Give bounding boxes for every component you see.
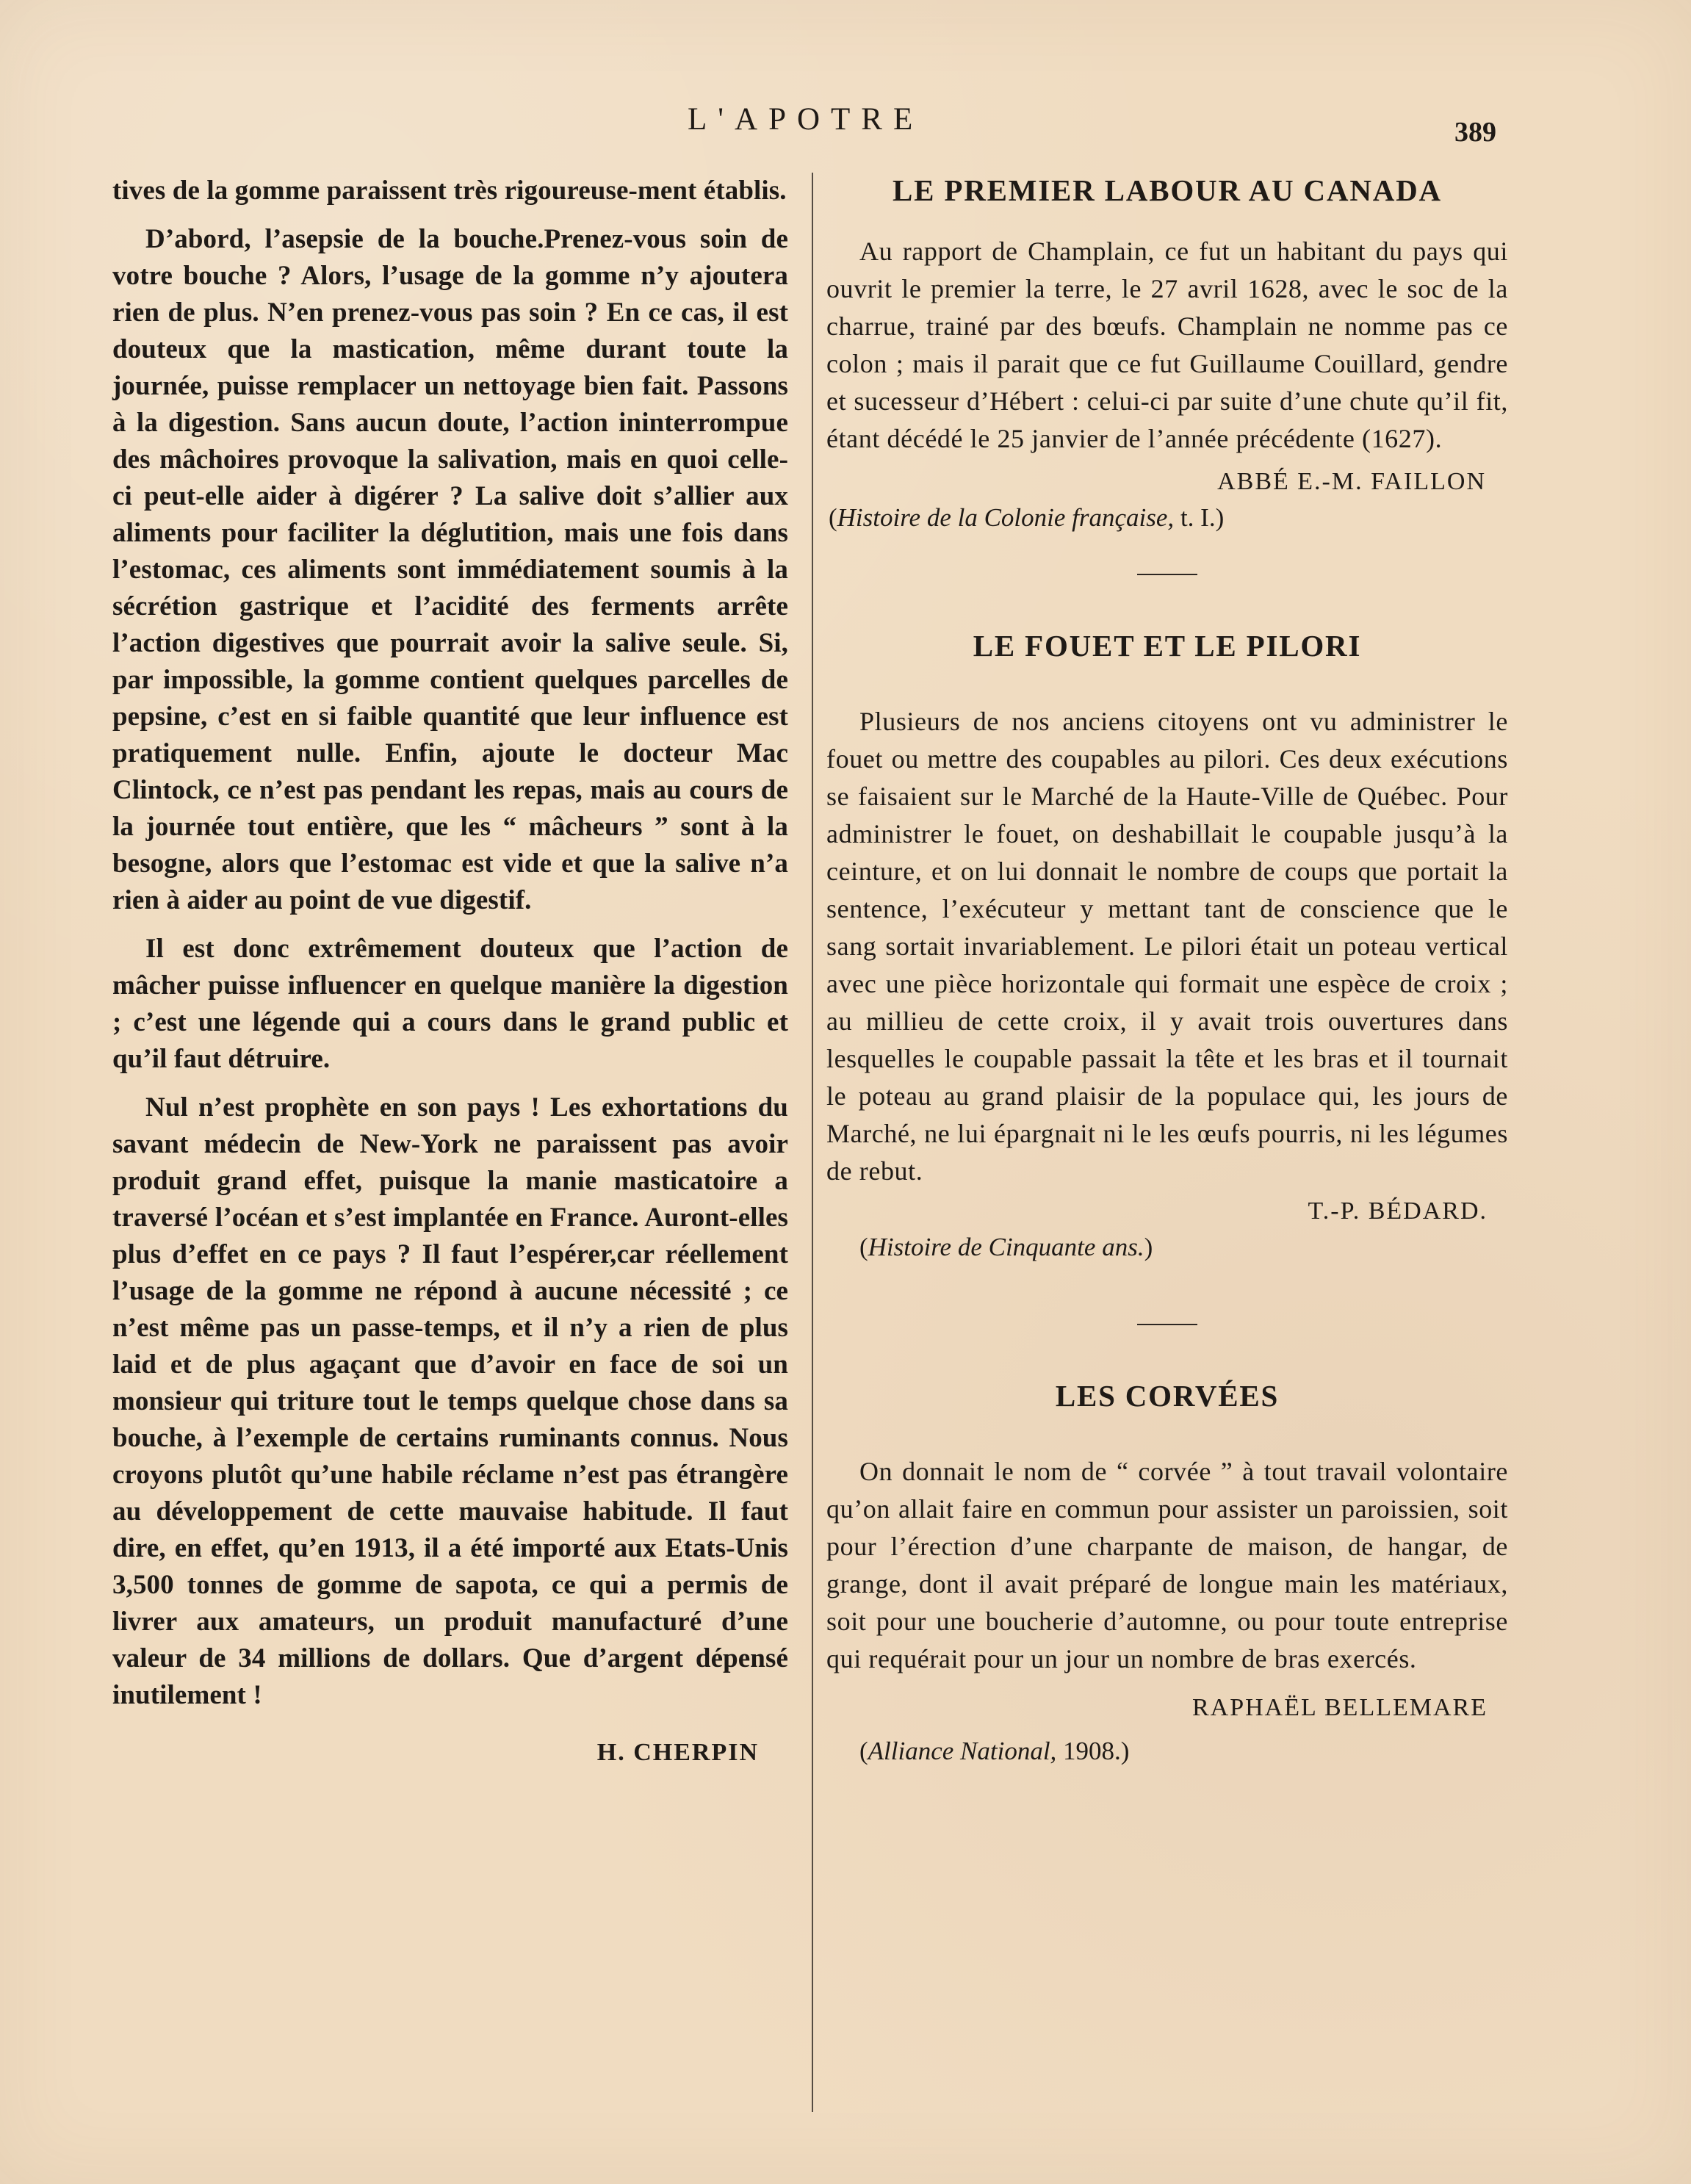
source-title-corvees: Alliance National, bbox=[868, 1737, 1057, 1765]
source-end-fouet-pilori: ) bbox=[1144, 1233, 1153, 1261]
section-author-premier-labour: ABBÉ E.-M. FAILLON bbox=[1217, 468, 1486, 495]
source-title-premier-labour: Histoire de la Colonie française, bbox=[837, 503, 1175, 532]
source-title-fouet-pilori: Histoire de Cinquante ans. bbox=[868, 1233, 1144, 1261]
section-source-premier-labour: (Histoire de la Colonie française, t. I.) bbox=[829, 503, 1225, 532]
section-author-corvees: RAPHAËL BELLEMARE bbox=[1191, 1694, 1488, 1721]
section-divider-2 bbox=[1137, 1324, 1197, 1325]
right-column bbox=[826, 173, 1508, 1766]
section-divider-1 bbox=[1137, 574, 1197, 575]
left-paragraph-3: Il est donc extrêmement douteux que l’action de mâcher puisse influencer en quelque manière la digestion ; c’est une légende qui a cours dans le grand public et qu’il faut détruire. bbox=[112, 934, 788, 1074]
left-paragraph-4: Nul n’est prophète en son pays ! Les exhortations du savant médecin de New-York ne paraissent pas avoir produit grand effet, puisque la manie masticatoire a traversé l’océan et s’est implantée en France. Auront-elles plus d’effet en ce pays ? Il faut l’espérer,car réellement l’usage de la gomme ne répond à aucune nécessité ; ce n’est même pas un passe-temps, et il n’y a rien de plus laid et de plus agaçant que d’avoir en face de soi un monsieur qui triture tout le temps quelque chose dans sa bouche, à l’exemple de certains ruminants connus. Nous croyons plutôt qu’une habile réclame n’est pas étrangère au développement de cette mauvaise habitude. Il faut dire, en effet, qu’en 1913, il a été importé aux Etats-Unis 3,500 tonnes de gomme de sapota, ce qui a permis de livrer aux amateurs, un produit manufacturé d’une valeur de 34 millions de dollars. Que d’argent dépensé inutilement ! bbox=[112, 1092, 788, 1710]
left-paragraph-1: tives de la gomme paraissent très rigoureuse-ment établis. bbox=[112, 176, 787, 206]
section-title-corvees: LES CORVÉES bbox=[1055, 1379, 1280, 1413]
section-title-premier-labour: LE PREMIER LABOUR AU CANADA bbox=[893, 173, 1442, 207]
section-source-corvees: (Alliance National, 1908.) bbox=[859, 1737, 1130, 1765]
section-paragraph-fouet-pilori: Plusieurs de nos anciens citoyens ont vu administrer le fouet ou mettre des coupables au pilori. Ces deux exécutions se faisaient sur le Marché de la Haute-Ville de Québec. Pour administrer le fouet, on deshabillait le coupable jusqu’à la ceinture, et on lui donnait le nombre de coups que portait la sentence, l’exécuteur y mettant tant de conscience que le sang sortait invariablement. Le pilori était un poteau vertical avec une pièce horizontale qui formait une espèce de croix ; au millieu de cette croix, il y avait trois ouvertures dans lesquelles le coupable passait la tête et les bras et il tournait le poteau au grand plaisir de la populace qui, les jours de Marché, ne lui épargnait ni le les œufs pourris, ni les légumes de rebut. bbox=[826, 707, 1508, 1186]
left-paragraph-2: D’abord, l’asepsie de la bouche.Prenez-vous soin de votre bouche ? Alors, l’usage de la gomme n’y ajoutera rien de plus. N’en prenez-vous pas soin ? En ce cas, il est douteux que la mastication, même durant toute la journée, puisse remplacer un nettoyage bien fait. Passons à la digestion. Sans aucun doute, l’action ininterrompue des mâchoires provoque la salivation, mais en quoi celle-ci peut-elle aider à digérer ? La salive doit s’allier aux aliments pour faciliter la déglutition, mais une fois dans l’estomac, ces aliments sont immédiatement soumis à la sécrétion gastrique et l’acidité des ferments arrête l’action digestives que pourrait avoir la salive seule. Si, par impossible, la gomme contient quelques parcelles de pepsine, c’est en si faible quantité que leur influence est pratiquement nulle. Enfin, ajoute le docteur Mac Clintock, ce n’est pas pendant les repas, mais au cours de la journée tout entière, que les “ mâcheurs ” sont à la besogne, alors que l’estomac est vide et que la salive n’a rien à aider au point de vue digestif. bbox=[112, 224, 788, 915]
running-title: L'APOTRE bbox=[688, 102, 924, 137]
left-column bbox=[112, 173, 788, 1767]
section-source-fouet-pilori: (Histoire de Cinquante ans.) bbox=[859, 1233, 1153, 1261]
section-paragraph-premier-labour: Au rapport de Champlain, ce fut un habitant du pays qui ouvrit le premier la terre, le 27 avril 1628, avec le soc de la charrue, trainé par des bœufs. Champlain ne nomme pas ce colon ; mais il parait que ce fut Guillaume Couillard, gendre et sucesseur d’Hébert : celui-ci par suite d’une chute qu’il fit, étant décédé le 25 janvier de l’année précédente (1627). bbox=[826, 237, 1508, 453]
section-paragraph-corvees: On donnait le nom de “ corvée ” à tout travail volontaire qu’on allait faire en commun pour assister un paroissien, soit pour l’érection d’une charpante de maison, de hangar, de grange, dont il avait préparé de longue main les matériaux, soit pour une boucherie d’automne, ou pour toute entreprise qui requérait pour un jour un nombre de bras exercés. bbox=[826, 1457, 1508, 1673]
left-author: H. CHERPIN bbox=[596, 1739, 759, 1766]
page-header bbox=[0, 94, 1691, 153]
section-title-fouet-pilori: LE FOUET ET LE PILORI bbox=[973, 629, 1362, 663]
section-author-fouet-pilori: T.-P. BÉDARD. bbox=[1308, 1197, 1488, 1225]
source-year-corvees: 1908.) bbox=[1056, 1737, 1130, 1765]
page-number: 389 bbox=[1454, 117, 1496, 148]
source-volume-premier-labour: t. I.) bbox=[1174, 503, 1225, 532]
column-divider bbox=[812, 173, 813, 2112]
